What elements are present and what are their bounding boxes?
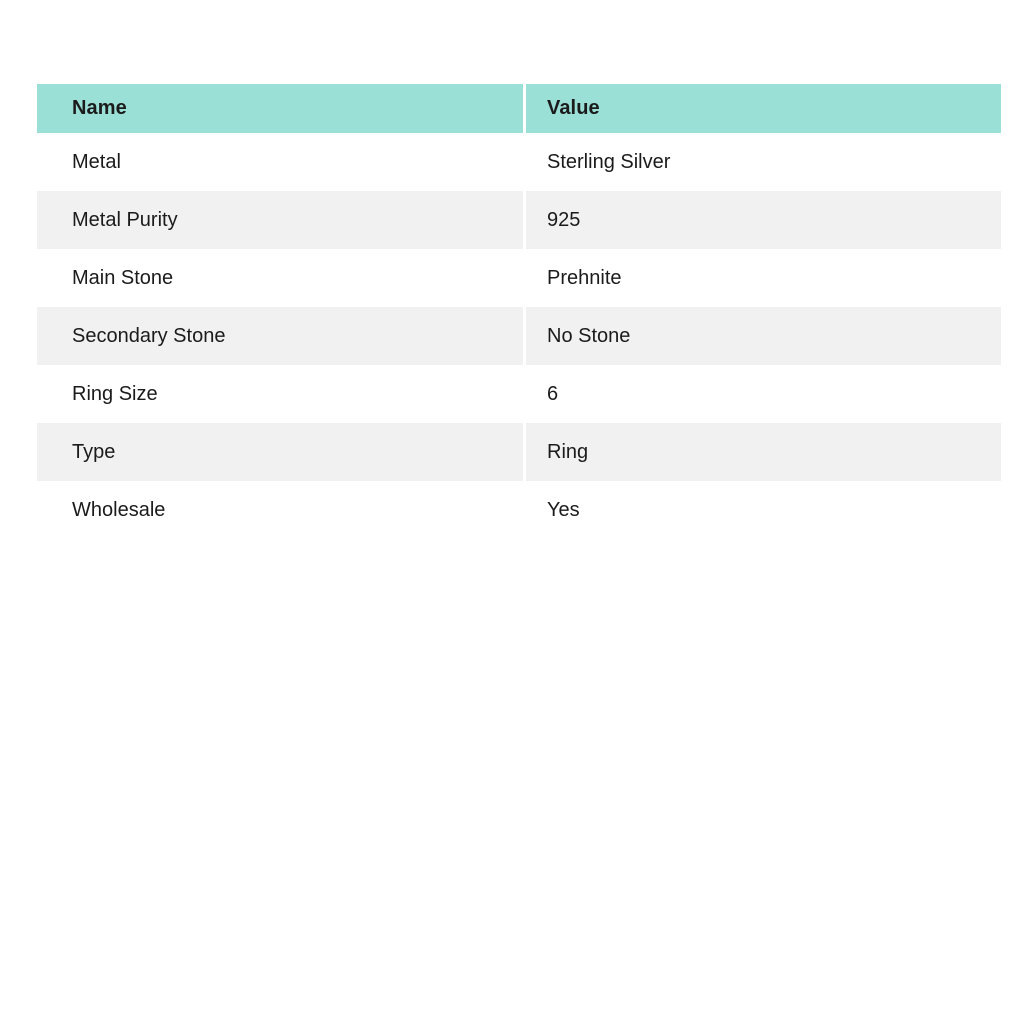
attribute-value: Yes bbox=[523, 481, 1001, 539]
table-row-secondary-stone bbox=[37, 307, 1001, 365]
attribute-value: 925 bbox=[523, 191, 1001, 249]
table-row-metal-purity bbox=[37, 191, 1001, 249]
attribute-name: Metal Purity bbox=[37, 191, 523, 249]
table-row-wholesale bbox=[37, 481, 1001, 539]
table-row-metal bbox=[37, 133, 1001, 191]
attribute-name: Ring Size bbox=[72, 382, 158, 405]
attribute-value: Ring bbox=[523, 423, 1001, 481]
table-header-row bbox=[37, 84, 1001, 133]
attribute-value: Sterling Silver bbox=[523, 133, 1001, 191]
product-attributes-table bbox=[37, 84, 1001, 539]
attribute-name: Main Stone bbox=[72, 266, 174, 289]
attribute-value: Prehnite bbox=[523, 249, 1001, 307]
column-header-value: Value bbox=[523, 84, 1001, 133]
attribute-name: Wholesale bbox=[72, 498, 166, 521]
table-row-type bbox=[37, 423, 1001, 481]
attribute-name: Type bbox=[37, 423, 523, 481]
attribute-name: Metal bbox=[72, 150, 121, 173]
column-header-name: Name bbox=[37, 84, 523, 133]
table-row-ring-size bbox=[37, 365, 1001, 423]
attribute-name: Secondary Stone bbox=[37, 307, 523, 365]
attribute-value: 6 bbox=[523, 365, 1001, 423]
table-row-main-stone bbox=[37, 249, 1001, 307]
attribute-value: No Stone bbox=[523, 307, 1001, 365]
